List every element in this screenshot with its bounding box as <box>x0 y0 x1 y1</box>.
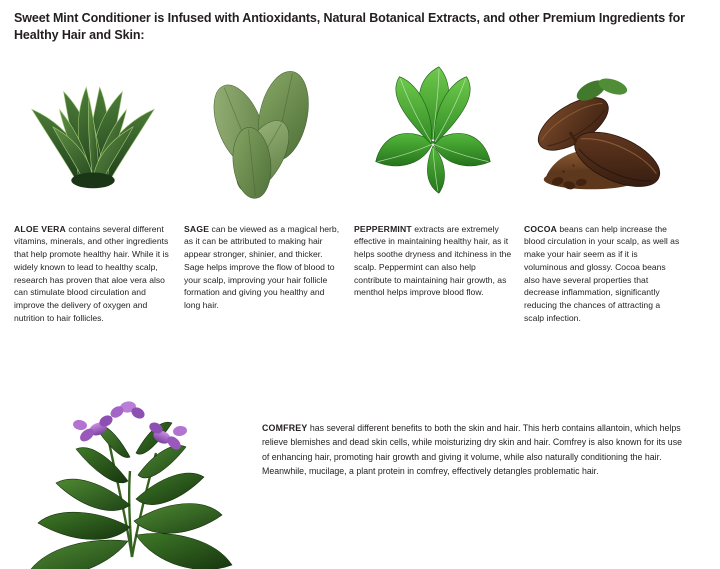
ingredient-name: PEPPERMINT <box>354 223 412 234</box>
peppermint-leaves-image <box>354 58 512 203</box>
ingredient-name: COCOA <box>524 223 557 234</box>
feature-text: has several different benefits to both the skin and hair. This herb contains allantoin, which helps relieve blemishes and dead skin cells, while moisturizing dry skin and hair. Comfrey is also known for its use of enhancing hair, promoting hair growth and giving it volume, while also naturally conditioning the hair. Meanwhile, mucilage, a plant protein in comfrey, effectively detangles problematic hair. <box>262 423 682 476</box>
ingredient-card-sage <box>184 58 354 321</box>
ingredient-caption <box>354 223 512 299</box>
ingredient-caption <box>524 223 682 325</box>
ingredient-text: can be viewed as a magical herb, as it can be attributed to making hair appear stronger, shinier, and thicker. Sage helps improve the flow of blood to your scalp, improving your hair follicle formation and giving you healthy and long hair. <box>184 223 340 311</box>
page-title: Sweet Mint Conditioner is Infused with Antioxidants, Natural Botanical Extracts, and other Premium Ingredients for Healthy Hair and Skin: <box>14 11 685 42</box>
ingredient-caption <box>14 223 172 325</box>
cocoa-pods-and-powder-image <box>524 58 682 203</box>
sage-leaves-image <box>184 58 342 203</box>
feature-row-comfrey <box>14 359 706 569</box>
feature-name: COMFREY <box>262 423 308 434</box>
ingredient-name: SAGE <box>184 223 210 234</box>
ingredient-card-aloe-vera <box>14 58 184 333</box>
ingredient-card-peppermint <box>354 58 524 308</box>
aloe-vera-plant-image <box>14 58 172 203</box>
comfrey-plant-image <box>14 359 254 569</box>
ingredient-name: ALOE VERA <box>14 223 66 234</box>
ingredient-caption <box>184 223 342 312</box>
feature-caption <box>254 359 706 478</box>
ingredient-text: beans can help increase the blood circulation in your scalp, as well as make your hair seem as if it is voluminous and glossy. Cocoa beans also have several properties that decrease inflammation, significantly reducing the chances of attracting a scalp infection. <box>524 223 680 323</box>
ingredient-card-cocoa <box>524 58 694 333</box>
ingredient-text: contains several different vitamins, minerals, and other ingredients that help promote healthy hair. While it is widely known to lead to healthy scalp, research has proven that aloe vera also can stimulate blood circulation and improve the delivery of oxygen and nutrition to hair follicles. <box>14 223 169 323</box>
ingredient-text: extracts are extremely effective in maintaining healthy hair, as it helps soothe dryness and itchiness in the scalp. Peppermint can also help contribute to maintaining hair growth, as menthol helps improve blood flow. <box>354 223 512 298</box>
ingredients-grid <box>14 58 706 333</box>
